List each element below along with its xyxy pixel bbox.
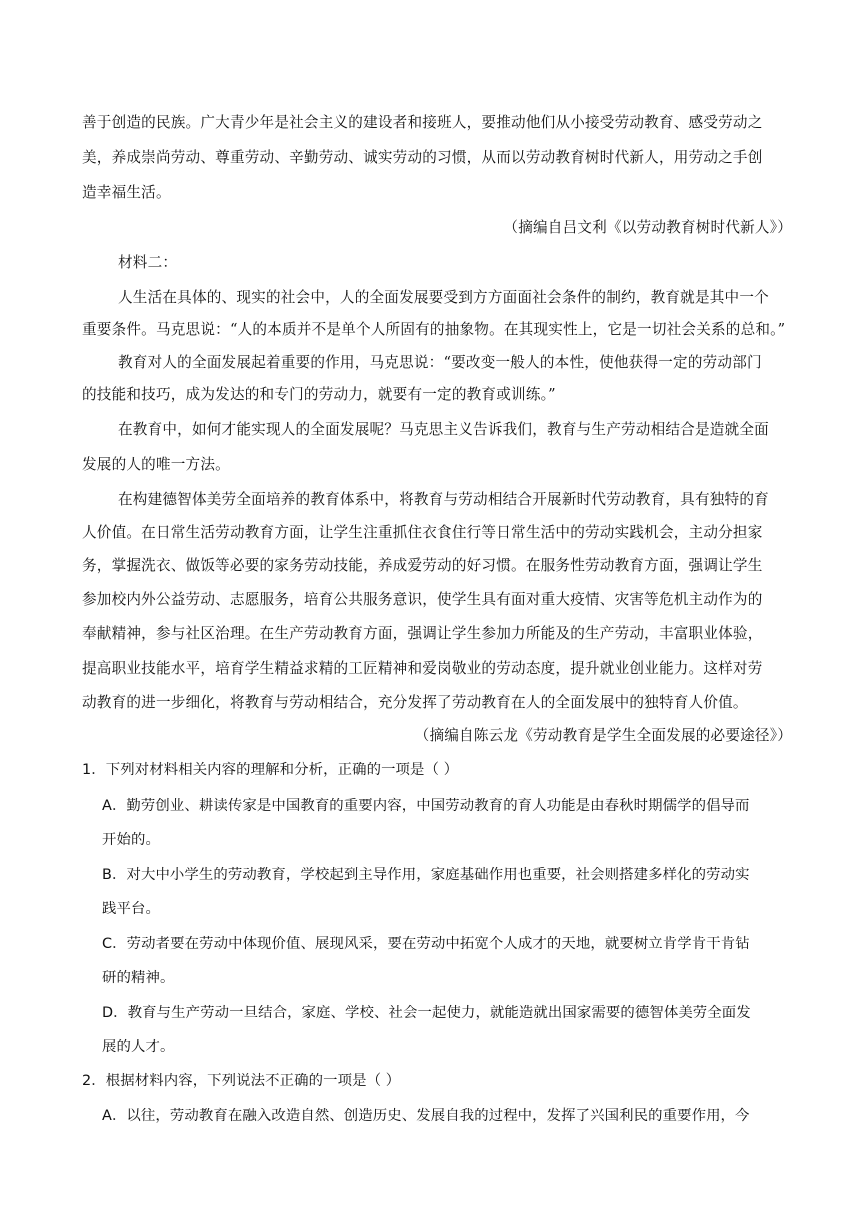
material1-line: 造幸福生活。 [82,184,171,201]
material1-line: 美，养成崇尚劳动、尊重劳动、辛勤劳动、诚实劳动的习惯，从而以劳动教育树时代新人，用劳动之手创 [82,149,763,166]
paragraph-line: 在构建德智体美劳全面培养的教育体系中，将教育与劳动相结合开展新时代劳动教育，具有独特的育 [118,491,769,508]
paragraph-line: 在教育中，如何才能实现人的全面发展呢？马克思主义告诉我们，教育与生产劳动相结合是造就全面 [118,421,769,438]
paragraph-line: 人生活在具体的、现实的社会中，人的全面发展要受到方方面面社会条件的制约，教育就是其中一个 [118,289,769,306]
paragraph-line: 教育对人的全面发展起着重要的作用，马克思说：“要改变一般人的本性，使他获得一定的劳动部门 [118,354,762,371]
material1-line: 善于创造的民族。广大青少年是社会主义的建设者和接班人，要推动他们从小接受劳动教育、感受劳动之 [82,114,763,131]
paragraph-line: 重要条件。马克思说：“人的本质并不是单个人所固有的抽象物。在其现实性上，它是一切社会关系的总和。” [82,321,786,338]
material2-source: （摘编自陈云龙《劳动教育是学生全面发展的必要途径》） [414,727,792,744]
question1-stem: 1．下列对材料相关内容的理解和分析，正确的一项是（ ） [82,762,459,778]
material1-source: （摘编自吕文利《以劳动教育树时代新人》） [503,219,792,236]
paragraph-line: 发展的人的唯一方法。 [82,456,230,473]
question2-option-a: A．以往，劳动教育在融入改造自然、创造历史、发展自我的过程中，发挥了兴国利民的重要作用，今 [102,1108,750,1124]
question2-stem: 2．根据材料内容，下列说法不正确的一项是（ ） [82,1073,401,1089]
paragraph-line: 奉献精神，参与社区治理。在生产劳动教育方面，强调让学生参加力所能及的生产劳动，丰富职业体验， [82,625,763,642]
question1-option-b: B．对大中小学生的劳动教育，学校起到主导作用，家庭基础作用也重要，社会则搭建多样化的劳动实 [102,867,750,883]
paragraph-line: 人价值。在日常生活劳动教育方面，让学生注重抓住衣食住行等日常生活中的劳动实践机会，主动分担家 [82,524,763,541]
question1-option-b-cont: 践平台。 [102,901,160,917]
question1-option-a: A．勤劳创业、耕读传家是中国教育的重要内容，中国劳动教育的育人功能是由春秋时期儒学的倡导而 [102,798,750,814]
paragraph-line: 的技能和技巧，成为发达的和专门的劳动力，就要有一定的教育或训练。” [82,386,556,403]
paragraph-line: 参加校内外公益劳动、志愿服务，培育公共服务意识，使学生具有面对重大疫情、灾害等危机主动作为的 [82,591,763,608]
question1-option-c: C．劳动者要在劳动中体现价值、展现风采，要在劳动中拓宽个人成才的天地，就要树立肯学肯干肯钻 [102,936,750,952]
material2-heading: 材料二： [118,254,178,271]
question1-option-d-cont: 展的人才。 [102,1039,175,1055]
paragraph-line: 提高职业技能水平，培育学生精益求精的工匠精神和爱岗敬业的劳动态度，提升就业创业能力。这样对劳 [82,660,763,677]
question1-option-c-cont: 研的精神。 [102,970,175,986]
question1-option-d: D．教育与生产劳动一旦结合，家庭、学校、社会一起使力，就能造就出国家需要的德智体美劳全面发 [102,1005,751,1021]
paragraph-line: 务，掌握洗衣、做饭等必要的家务劳动技能，养成爱劳动的好习惯。在服务性劳动教育方面，强调让学生 [82,557,763,574]
paragraph-line: 动教育的进一步细化，将教育与劳动相结合，充分发挥了劳动教育在人的全面发展中的独特育人价值。 [82,694,748,711]
question1-option-a-cont: 开始的。 [102,832,160,848]
